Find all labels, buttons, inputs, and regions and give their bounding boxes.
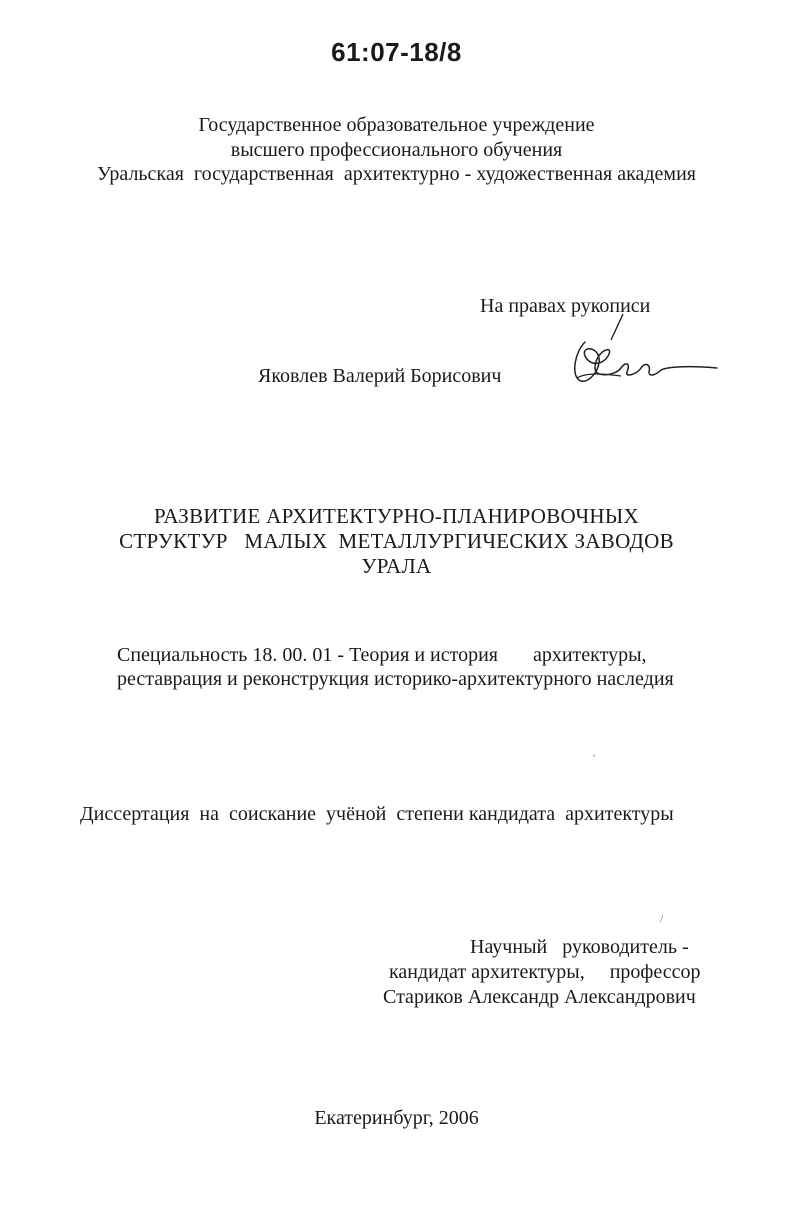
specialty-line-1: Специальность 18. 00. 01 - Теория и история архитектуры, [117, 644, 647, 666]
specialty-line-2: реставрация и реконструкция историко-архитектурного наследия [117, 668, 674, 690]
institution-line-1: Государственное образовательное учреждение [198, 114, 595, 136]
institution-line-2: высшего профессионального обучения [230, 139, 563, 161]
institution-line-3: Уральская государственная архитектурно - художественная академия [97, 163, 696, 185]
advisor-line-1: Научный руководитель - [470, 936, 689, 958]
dissertation-statement: Диссертация на соискание учёной степени кандидата архитектуры [80, 803, 674, 825]
title-line-3: УРАЛА [361, 554, 432, 578]
scan-speck: ' [593, 751, 596, 765]
document-code: 61:07-18/8 [331, 37, 462, 67]
advisor-line-3: Стариков Александр Александрович [383, 986, 696, 1008]
title-line-1: РАЗВИТИЕ АРХИТЕКТУРНО-ПЛАНИРОВОЧНЫХ [154, 504, 639, 528]
place-and-year: Екатеринбург, 2006 [314, 1107, 479, 1129]
scan-speck: / [660, 911, 664, 925]
advisor-line-2: кандидат архитектуры, профессор [389, 961, 701, 983]
author-name: Яковлев Валерий Борисович [258, 365, 502, 387]
title-line-2: СТРУКТУР МАЛЫХ МЕТАЛЛУРГИЧЕСКИХ ЗАВОДОВ [119, 529, 674, 553]
signature-image [565, 312, 725, 392]
rights-note: На правах рукописи [480, 295, 651, 317]
